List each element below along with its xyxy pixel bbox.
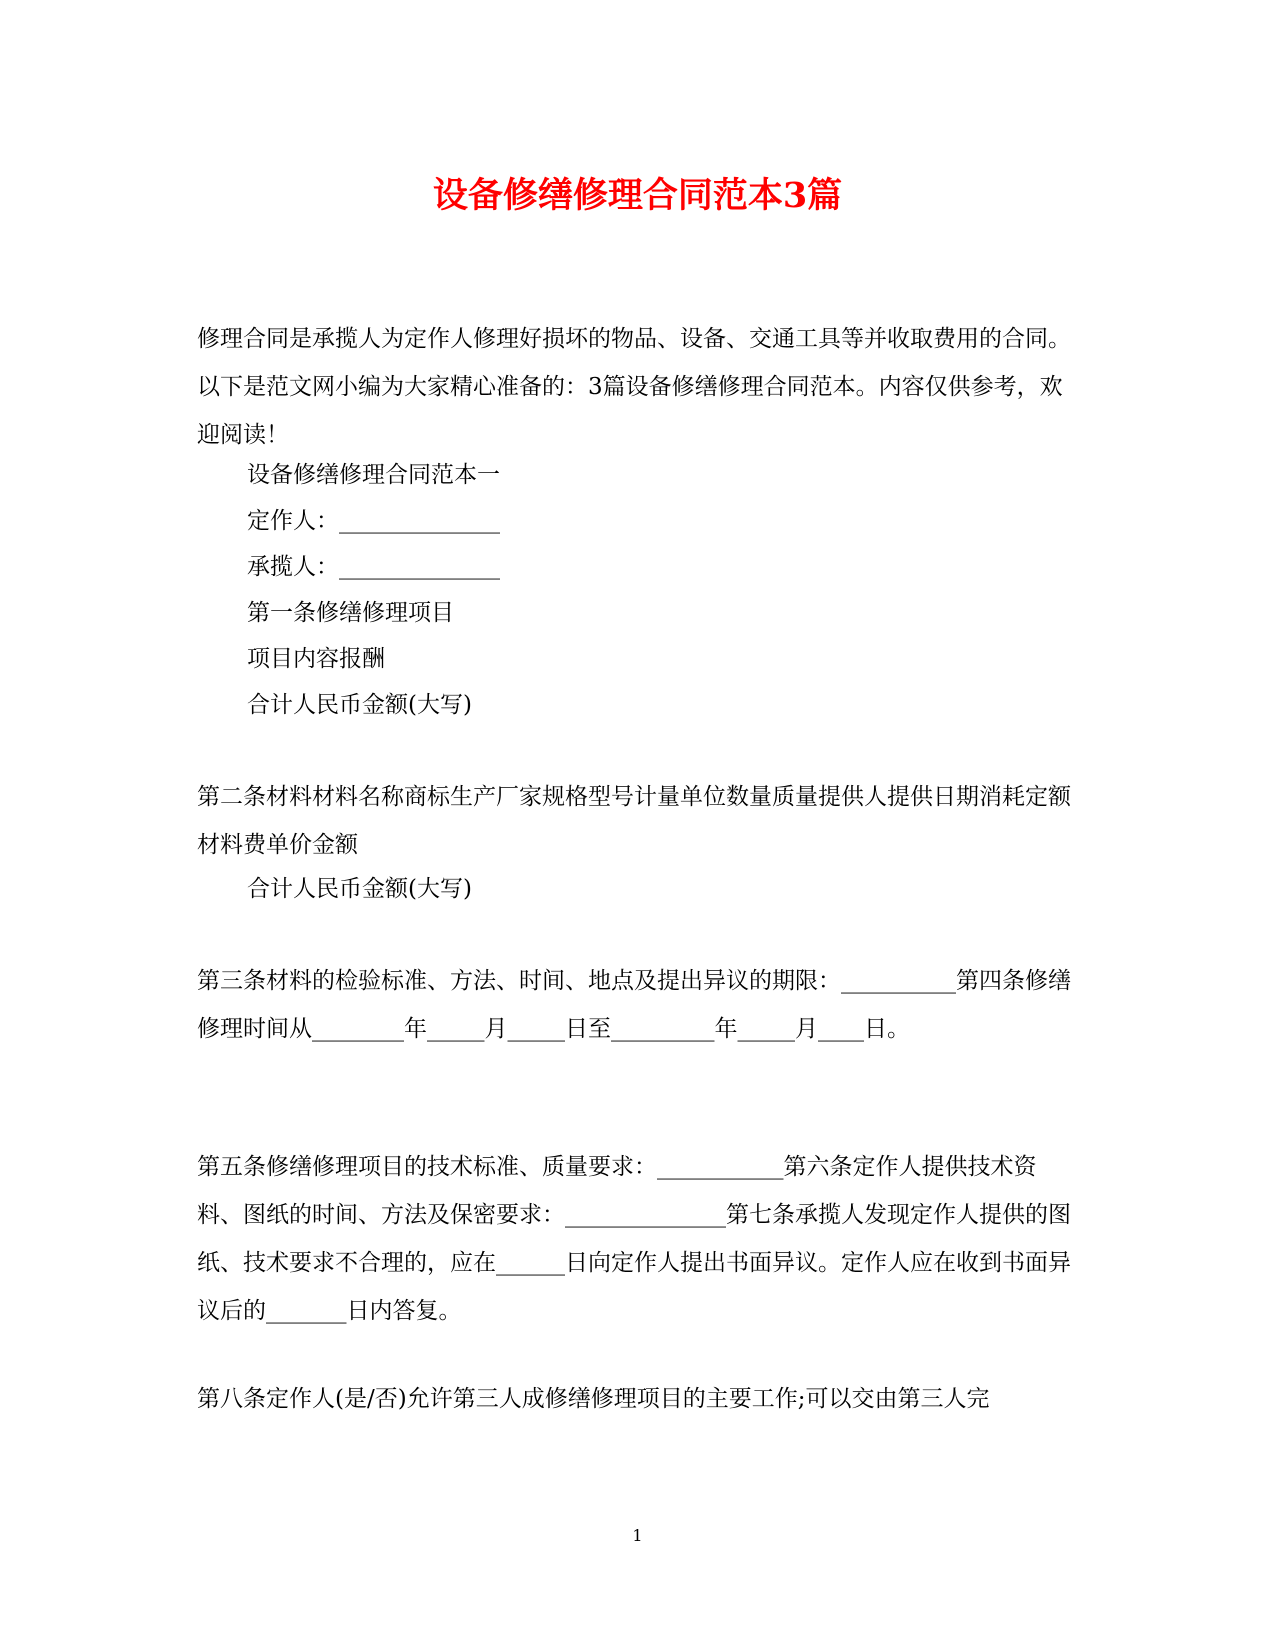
article-8: 第八条定作人(是/否)允许第三人成修缮修理项目的主要工作;可以交由第三人完 (197, 1386, 990, 1412)
article-2: 第二条材料材料名称商标生产厂家规格型号计量单位数量质量提供人提供日期消耗定额材料费单价金额 (197, 784, 1071, 858)
party-a-line: 定作人：______________ (247, 508, 500, 534)
intro-paragraph: 修理合同是承揽人为定作人修理好损坏的物品、设备、交通工具等并收取费用的合同。以下是范文网小编为大家精心准备的：3篇设备修缮修理合同范本。内容仅供参考，欢迎阅读！ (197, 326, 1071, 448)
project-row: 项目内容报酬 (247, 646, 385, 672)
article-3-4: 第三条材料的检验标准、方法、时间、地点及提出异议的期限：__________第四条修缮修理时间从________年_____月_____日至_________年_____月____日。 (197, 968, 1071, 1042)
total-amount-1: 合计人民币金额(大写) (247, 692, 472, 718)
document-title: 设备修缮修理合同范本3篇 (432, 175, 843, 216)
total-amount-2: 合计人民币金额(大写) (247, 876, 472, 902)
article-5-7: 第五条修缮修理项目的技术标准、质量要求：___________第六条定作人提供技术资料、图纸的时间、方法及保密要求：______________第七条承揽人发现定作人提供的图纸、技术要求不合理的，应在______日向定作人提出书面异议。定作人应在收到书面异议后的_______日内答复。 (197, 1154, 1071, 1324)
party-b-line: 承揽人：______________ (247, 554, 500, 580)
sample-heading: 设备修缮修理合同范本一 (247, 462, 500, 488)
page-number: 1 (632, 1526, 643, 1545)
article-1: 第一条修缮修理项目 (247, 600, 454, 626)
